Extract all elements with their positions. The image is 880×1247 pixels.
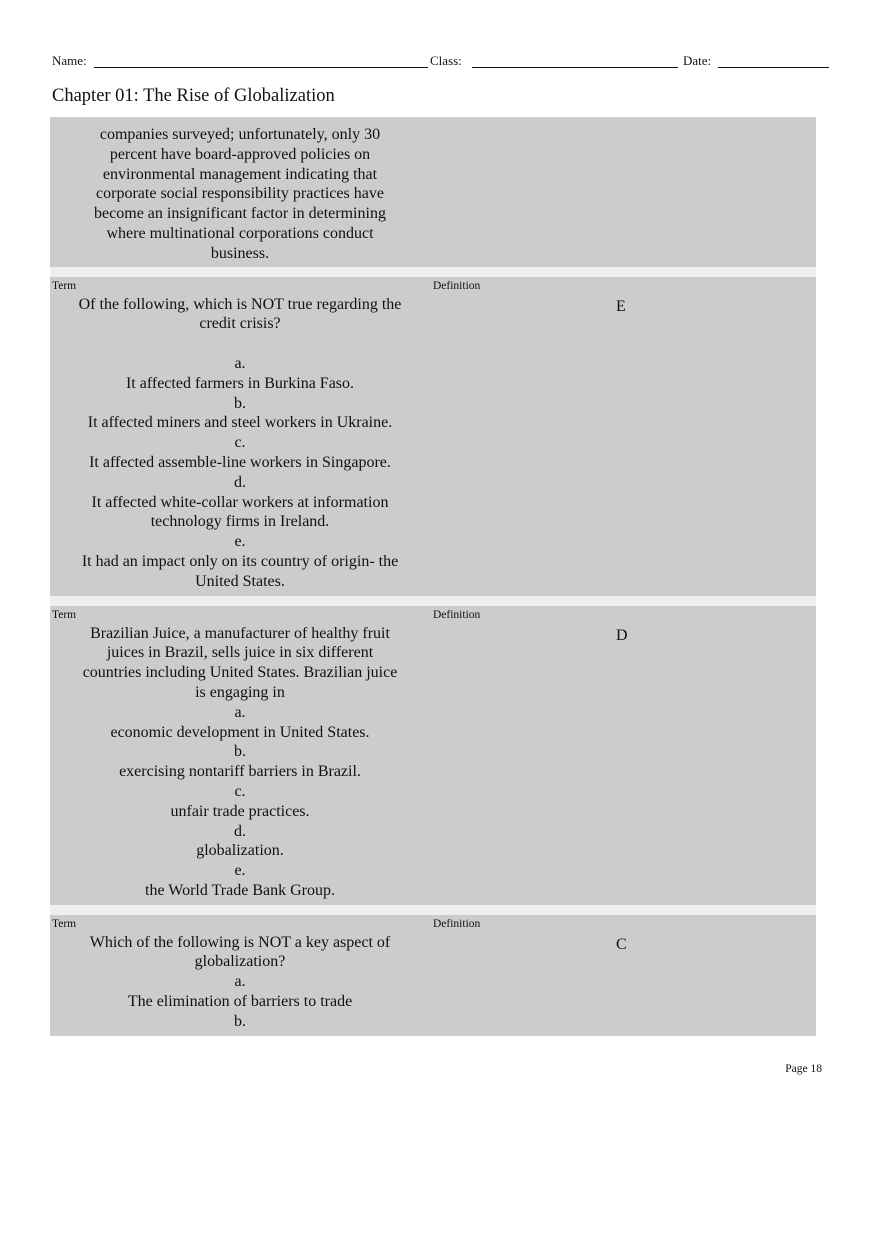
question-line: juices in Brazil, sells juice in six different	[106, 644, 374, 662]
option-text: globalization.	[196, 842, 284, 860]
chapter-title: Chapter 01: The Rise of Globalization	[52, 86, 335, 106]
question-text	[50, 295, 430, 592]
option-letter: b.	[234, 394, 246, 412]
text-line: become an insignificant factor in determining	[94, 205, 386, 223]
question-text	[50, 624, 430, 901]
class-label: Class:	[430, 53, 462, 68]
option-text: United States.	[195, 572, 285, 590]
option-text: It affected farmers in Burkina Faso.	[125, 374, 355, 392]
option-text: It affected miners and steel workers in Ukraine.	[87, 414, 393, 432]
option-letter: a.	[234, 354, 246, 372]
question-row	[50, 277, 816, 596]
option-letter: d.	[234, 473, 246, 491]
continued-question-block	[50, 117, 816, 267]
question-line: countries including United States. Brazilian juice	[82, 664, 398, 682]
text-line: companies surveyed; unfortunately, only 30	[99, 126, 381, 143]
option-text: the World Trade Bank Group.	[145, 881, 335, 899]
spacer	[50, 334, 430, 354]
option-text: It affected assemble-line workers in Singapore.	[89, 453, 391, 471]
text-line: where multinational corporations conduct	[106, 224, 374, 242]
row-separator	[50, 596, 816, 606]
page-number: Page 18	[785, 1063, 822, 1075]
text-line: business.	[210, 244, 270, 262]
question-line: Which of the following is NOT a key aspect of	[89, 933, 391, 951]
text-line: percent have board-approved policies on	[109, 145, 371, 163]
question-line: is engaging in	[195, 683, 285, 701]
question-line: Brazilian Juice, a manufacturer of healthy fruit	[90, 624, 390, 642]
question-line: Of the following, which is NOT true regarding the	[78, 295, 402, 313]
option-text: It affected white-collar workers at information	[91, 493, 389, 511]
name-field[interactable]	[94, 67, 428, 68]
option-letter: e.	[234, 862, 246, 880]
option-letter: e.	[234, 533, 246, 551]
name-label: Name:	[52, 53, 87, 68]
class-field[interactable]	[472, 67, 678, 68]
date-label: Date:	[683, 53, 712, 68]
option-letter: a.	[234, 973, 246, 991]
text-line: corporate social responsibility practices have	[96, 185, 384, 203]
option-letter: c.	[234, 434, 246, 452]
row-separator	[50, 267, 816, 277]
question-table	[50, 117, 816, 1036]
term-label: Term	[52, 917, 77, 930]
option-text: It had an impact only on its country of origin- the	[81, 552, 399, 570]
date-field[interactable]	[718, 67, 829, 68]
option-letter: d.	[234, 822, 246, 840]
question-text	[50, 933, 430, 1032]
option-text: economic development in United States.	[110, 723, 370, 741]
option-text: unfair trade practices.	[170, 802, 310, 820]
option-letter: b.	[234, 1012, 246, 1030]
answer-value: E	[616, 297, 626, 315]
term-label: Term	[52, 608, 77, 621]
question-line: credit crisis?	[199, 315, 281, 333]
option-letter: b.	[234, 743, 246, 761]
question-row	[50, 606, 816, 905]
text-line: environmental management indicating that	[102, 165, 378, 183]
continued-question-text	[50, 125, 430, 264]
question-row	[50, 915, 816, 1036]
option-letter: c.	[234, 782, 246, 800]
answer-value: D	[616, 626, 628, 644]
question-line: globalization?	[194, 953, 286, 971]
term-label: Term	[52, 279, 77, 292]
option-letter: a.	[234, 703, 246, 721]
definition-label: Definition	[433, 279, 481, 292]
student-info-header	[52, 51, 829, 71]
option-text: The elimination of barriers to trade	[127, 993, 353, 1011]
definition-label: Definition	[433, 917, 481, 930]
option-text: exercising nontariff barriers in Brazil.	[119, 763, 361, 781]
definition-label: Definition	[433, 608, 481, 621]
option-text: technology firms in Ireland.	[150, 513, 330, 531]
answer-value: C	[616, 935, 627, 953]
row-separator	[50, 905, 816, 915]
